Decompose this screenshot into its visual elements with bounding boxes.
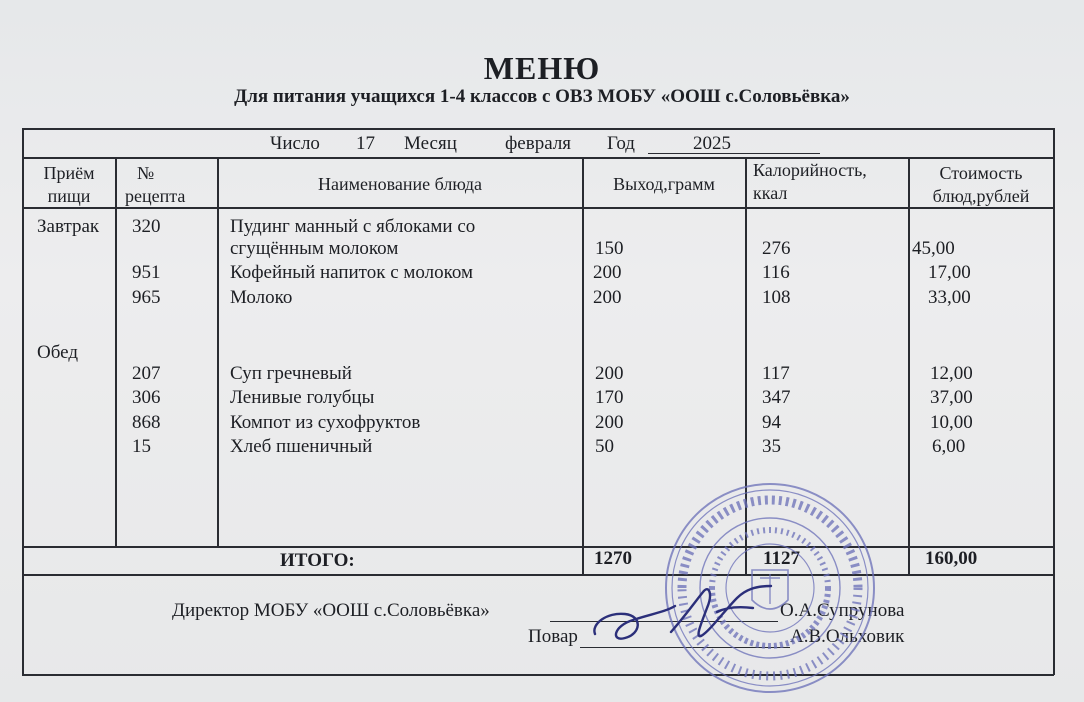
dish-output: 150 <box>595 238 624 259</box>
number-label: Число <box>270 133 320 154</box>
date-row-divider <box>22 157 1054 159</box>
total-row-top <box>22 546 1054 548</box>
director-name: О.А.Супрунова <box>780 600 905 621</box>
month-value: февраля <box>505 133 572 154</box>
dish-calories: 108 <box>762 287 791 308</box>
total-output: 1270 <box>594 548 632 569</box>
dish-cost: 37,00 <box>930 387 973 408</box>
director-label: Директор МОБУ «ООШ с.Соловьёвка» <box>172 600 490 621</box>
dish-calories: 347 <box>762 387 791 408</box>
header-cost-line1: Стоимость <box>939 163 1023 183</box>
total-calories: 1127 <box>763 548 800 569</box>
header-calories-line2: ккал <box>753 183 788 203</box>
header-divider <box>22 207 1054 209</box>
header-cost-line2: блюд,рублей <box>932 186 1030 206</box>
dish-cost: 33,00 <box>928 287 971 308</box>
year-label: Год <box>607 133 635 154</box>
number-value: 17 <box>356 133 375 154</box>
dish-output: 200 <box>593 262 622 283</box>
dish-output: 50 <box>595 436 614 457</box>
dish-cost: 45,00 <box>912 238 955 259</box>
col-sep-recipe <box>217 157 219 547</box>
recipe-number: 868 <box>132 412 161 433</box>
total-label: ИТОГО: <box>280 550 355 571</box>
table-border-right <box>1053 128 1055 675</box>
header-meal-line2: пищи <box>47 186 91 206</box>
dish-output: 170 <box>595 387 624 408</box>
total-cost: 160,00 <box>925 548 978 569</box>
dish-name: Компот из сухофруктов <box>230 412 421 433</box>
table-border-top <box>22 128 1054 130</box>
header-meal-line1: Приём <box>43 163 95 183</box>
dish-output: 200 <box>595 412 624 433</box>
page-subtitle: Для питания учащихся 1-4 классов с ОВЗ МОБУ «ООШ с.Соловьёвка» <box>234 86 850 107</box>
dish-calories: 94 <box>762 412 781 433</box>
header-recipe-line2: рецепта <box>125 186 186 206</box>
header-output: Выход,грамм <box>613 174 715 194</box>
cook-label: Повар <box>528 626 578 647</box>
dish-output: 200 <box>593 287 622 308</box>
dish-name: Суп гречневый <box>230 363 352 384</box>
total-row-bottom <box>22 574 1054 576</box>
cook-name: А.В.Ольховик <box>790 626 905 647</box>
col-sep-calories <box>908 157 910 575</box>
dish-name-line1: Пудинг манный с яблоками со <box>230 216 476 237</box>
dish-name-line2: сгущённым молоком <box>230 238 399 259</box>
recipe-number: 207 <box>132 363 161 384</box>
recipe-number: 320 <box>132 216 161 237</box>
dish-cost: 17,00 <box>928 262 971 283</box>
recipe-number: 951 <box>132 262 161 283</box>
dish-name: Молоко <box>230 287 293 308</box>
dish-output: 200 <box>595 363 624 384</box>
table-border-left <box>22 128 24 675</box>
recipe-number: 306 <box>132 387 161 408</box>
dish-name: Хлеб пшеничный <box>230 436 373 457</box>
month-label: Месяц <box>404 133 457 154</box>
recipe-number: 965 <box>132 287 161 308</box>
header-name: Наименование блюда <box>317 174 482 194</box>
year-underline <box>648 153 820 154</box>
table-border-bottom <box>22 674 1054 676</box>
dish-calories: 276 <box>762 238 791 259</box>
dish-calories: 35 <box>762 436 781 457</box>
dish-name: Ленивые голубцы <box>230 387 375 408</box>
header-recipe-line1: № <box>137 163 155 183</box>
dish-calories: 116 <box>762 262 790 283</box>
col-sep-name <box>582 157 584 575</box>
dish-calories: 117 <box>762 363 790 384</box>
year-value: 2025 <box>693 133 731 154</box>
dish-name: Кофейный напиток с молоком <box>230 262 474 283</box>
recipe-number: 15 <box>132 436 151 457</box>
dish-cost: 6,00 <box>932 436 966 457</box>
page-title: МЕНЮ <box>483 50 601 86</box>
col-sep-meal <box>115 157 117 547</box>
meal-lunch: Обед <box>37 342 78 363</box>
header-calories-line1: Калорийность, <box>753 160 867 180</box>
dish-cost: 12,00 <box>930 363 973 384</box>
dish-cost: 10,00 <box>930 412 973 433</box>
meal-breakfast: Завтрак <box>37 216 100 237</box>
signature <box>585 572 785 662</box>
